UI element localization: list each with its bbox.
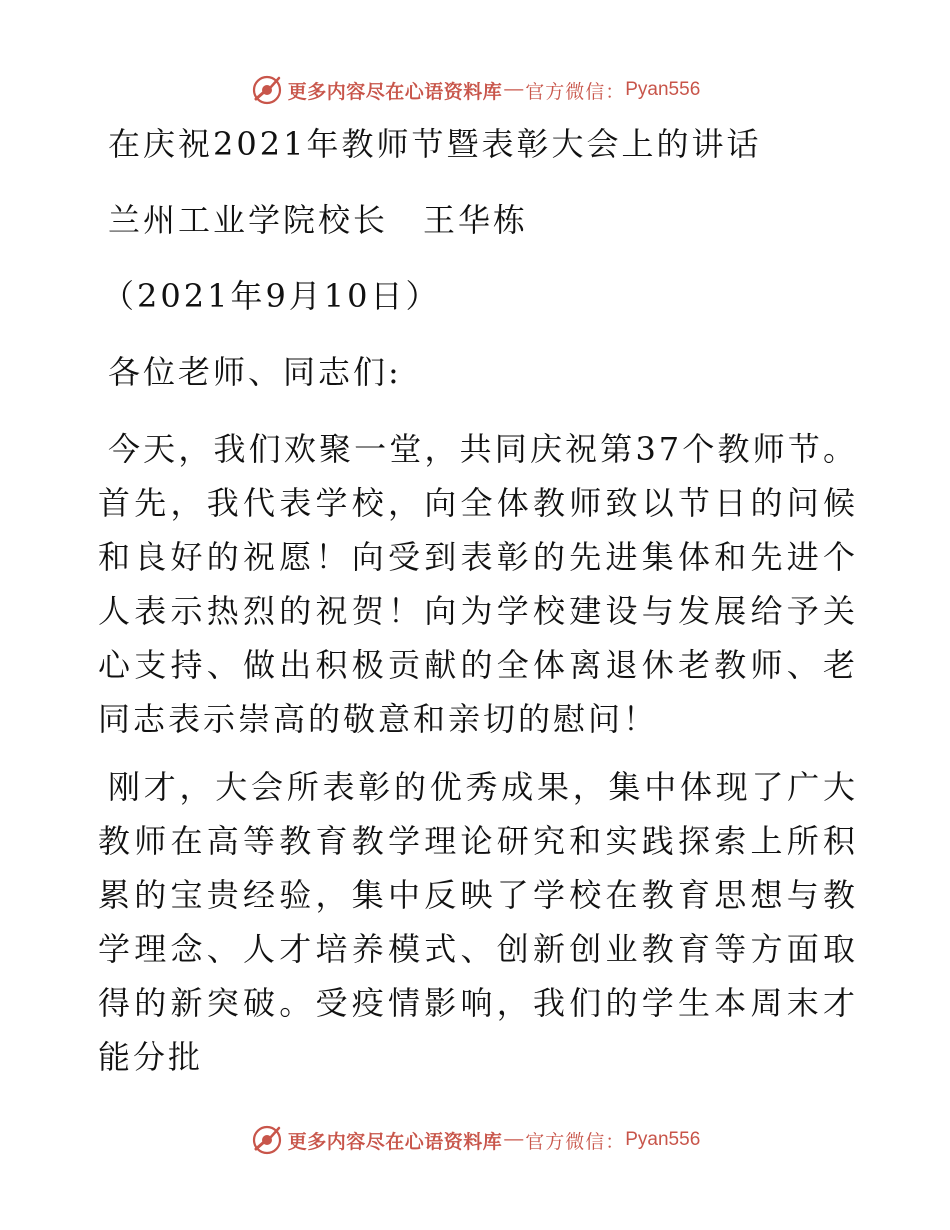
- banner-dash: —: [504, 1129, 524, 1150]
- pen-circle-logo-icon: [250, 1123, 284, 1157]
- footer-watermark-banner: [0, 1120, 950, 1160]
- banner-wechat-label: 官方微信：: [525, 1130, 626, 1153]
- banner-text: 更多内容尽在心语资料库: [287, 80, 503, 103]
- paragraph-2: [98, 760, 858, 1084]
- paragraph-1: [98, 422, 858, 746]
- paragraph-2-text: 刚才，大会所表彰的优秀成果，集中体现了广大教师在高等教育教学理论研究和实践探索上所积累的宝贵经验，集中反映了学校在教育思想与教学理念、人才培养模式、创新创业教育等方面取得的新突破。受疫情影响，我们的学生本周末才能分批: [98, 768, 858, 1076]
- banner-wechat-id: Pyan556: [625, 79, 701, 100]
- banner-wechat-id: Pyan556: [625, 1129, 701, 1150]
- pen-circle-logo-icon: [250, 73, 284, 107]
- document-salutation: 各位老师、同志们:: [108, 353, 402, 391]
- banner-text: 更多内容尽在心语资料库: [287, 1130, 503, 1153]
- document-date: （2021年9月10日）: [102, 277, 441, 315]
- header-watermark-banner: [0, 70, 950, 110]
- banner-dash: —: [504, 79, 524, 100]
- document-author: 兰州工业学院校长 王华栋: [108, 201, 529, 239]
- document-title: 在庆祝2021年教师节暨表彰大会上的讲话: [108, 125, 762, 163]
- paragraph-1-text: 今天，我们欢聚一堂，共同庆祝第37个教师节。首先，我代表学校，向全体教师致以节日的问候和良好的祝愿！向受到表彰的先进集体和先进个人表示热烈的祝贺！向为学校建设与发展给予关心支持、做出积极贡献的全体离退休老教师、老同志表示崇高的敬意和亲切的慰问！: [98, 430, 858, 738]
- document-body: [98, 118, 858, 1098]
- banner-wechat-label: 官方微信：: [525, 80, 626, 103]
